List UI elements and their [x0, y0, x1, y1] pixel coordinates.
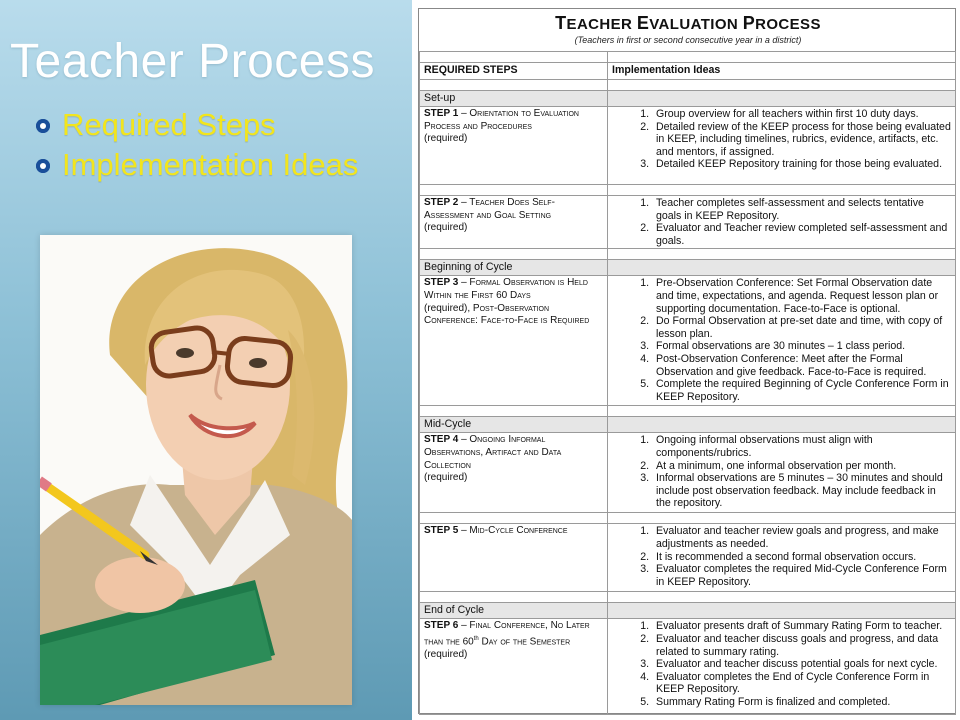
ideas-list	[612, 197, 951, 247]
step-description: – Ongoing Informal Observations, Artifact and Data Collection	[424, 434, 562, 471]
table-row-step-4	[420, 433, 956, 513]
phase-label: Beginning of Cycle	[420, 260, 608, 276]
phase-row-setup	[420, 91, 956, 107]
list-item: 1. Ongoing informal observations must align with components/rubrics.	[652, 434, 951, 459]
list-item: 5. Summary Rating Form is finalized and completed.	[652, 696, 951, 709]
evaluation-table	[419, 51, 956, 715]
column-header-required: REQUIRED STEPS	[420, 63, 608, 80]
bullet-text: Required Steps	[62, 107, 276, 142]
ideas-list	[612, 620, 951, 708]
step-description: – Formal Observation is Held Within the First 60 Days	[424, 277, 588, 301]
bullet-circle-icon	[36, 159, 50, 173]
list-item: 2. Evaluator and teacher discuss goals and progress, and data related to summary rating.	[652, 633, 951, 658]
table-row-step-3	[420, 276, 956, 406]
phase-row-end	[420, 603, 956, 619]
step-label: STEP 6	[424, 620, 459, 632]
step-label: STEP 4	[424, 434, 459, 446]
document-heading	[419, 13, 957, 45]
document-subtitle: (Teachers in first or second consecutive year in a district)	[574, 35, 802, 45]
bullet-circle-icon	[36, 119, 50, 133]
list-item: 1. Group overview for all teachers within first 10 duty days.	[652, 108, 951, 121]
list-item: 2. Evaluator and Teacher review completed self-assessment and goals.	[652, 222, 951, 247]
teacher-photo	[40, 235, 352, 705]
table-row-step-5	[420, 524, 956, 592]
step-note: (required)	[424, 222, 468, 234]
step-note: (required),	[424, 302, 471, 314]
list-item: 3. Evaluator completes the required Mid-Cycle Conference Form in KEEP Repository.	[652, 563, 951, 588]
list-item: 1. Teacher completes self-assessment and selects tentative goals in KEEP Repository.	[652, 197, 951, 222]
step-description: – Final Conference, No Later than the 60	[424, 620, 590, 648]
list-item: 4. Evaluator completes the End of Cycle Conference Form in KEEP Repository.	[652, 671, 951, 696]
step-description-2: Post-Observation Conference: Face-to-Face is Required	[424, 302, 590, 327]
teacher-portrait-photo-icon	[40, 235, 352, 705]
slide-panel	[0, 0, 412, 720]
list-item: 1. Evaluator presents draft of Summary Rating Form to teacher.	[652, 620, 951, 633]
step-note: (required)	[424, 133, 468, 145]
column-header-ideas: Implementation Ideas	[608, 63, 956, 80]
step-note: (required)	[424, 648, 468, 660]
table-row-step-1	[420, 107, 956, 185]
slide-title: Teacher Process	[10, 35, 375, 88]
table-row-step-6	[420, 619, 956, 715]
step-description: – Orientation to Evaluation Process and Procedures	[424, 108, 579, 132]
list-item: 5. Complete the required Beginning of Cycle Conference Form in KEEP Repository.	[652, 378, 951, 403]
phase-row-mid	[420, 417, 956, 433]
ideas-list	[612, 108, 951, 171]
step-description: – Teacher Does Self-Assessment and Goal Setting	[424, 197, 555, 221]
list-item: 4. Post-Observation Conference: Meet after the Formal Observation and give feedback. Face-to-Face is required.	[652, 353, 951, 378]
step-label: STEP 5	[424, 525, 459, 537]
bullet-implementation-ideas	[36, 148, 366, 182]
ideas-list	[612, 434, 951, 510]
list-item: 1. Evaluator and teacher review goals and progress, and make adjustments as needed.	[652, 525, 951, 550]
list-item: 3. Detailed KEEP Repository training for those being evaluated.	[652, 158, 951, 171]
bullet-text: Implementation Ideas	[62, 147, 359, 182]
list-item: 1. Pre-Observation Conference: Set Formal Observation date and time, expectations, and agenda. Request lesson plan or supporting documentation. Face-to-Face is optional.	[652, 277, 951, 315]
list-item: 2. Do Formal Observation at pre-set date and time, with copy of lesson plan.	[652, 315, 951, 340]
step-note: (required)	[424, 472, 468, 484]
step-superscript: th	[473, 635, 479, 642]
bullet-required-steps	[36, 108, 366, 142]
document-frame	[418, 8, 956, 714]
step-label: STEP 3	[424, 277, 459, 289]
step-description: – Mid-Cycle Conference	[461, 525, 568, 537]
step-description-tail: Day of the Semester	[481, 636, 571, 648]
list-item: 2. Detailed review of the KEEP process for those being evaluated in KEEP, including timelines, rubrics, evidence, artifacts, etc. and mentors, if assigned.	[652, 121, 951, 159]
table-row-step-2	[420, 196, 956, 249]
step-label: STEP 1	[424, 108, 459, 119]
list-item: 3. Formal observations are 30 minutes – 1 class period.	[652, 340, 951, 353]
phase-label: Set-up	[420, 91, 608, 107]
bullet-list	[36, 108, 366, 188]
phase-row-beginning	[420, 260, 956, 276]
ideas-list	[612, 277, 951, 403]
step-label: STEP 2	[424, 197, 459, 208]
list-item: 3. Informal observations are 5 minutes – 30 minutes and should include post observation feedback. May include feedback in the repository.	[652, 472, 951, 510]
document-title: TEACHER EVALUATION PROCESS	[555, 13, 821, 33]
list-item: 2. It is recommended a second formal observation occurs.	[652, 551, 951, 564]
ideas-list	[612, 525, 951, 588]
table-header-row	[420, 63, 956, 80]
list-item: 3. Evaluator and teacher discuss potential goals for next cycle.	[652, 658, 951, 671]
phase-label: End of Cycle	[420, 603, 608, 619]
evaluation-document	[412, 0, 960, 720]
list-item: 2. At a minimum, one informal observation per month.	[652, 460, 951, 473]
phase-label: Mid-Cycle	[420, 417, 608, 433]
